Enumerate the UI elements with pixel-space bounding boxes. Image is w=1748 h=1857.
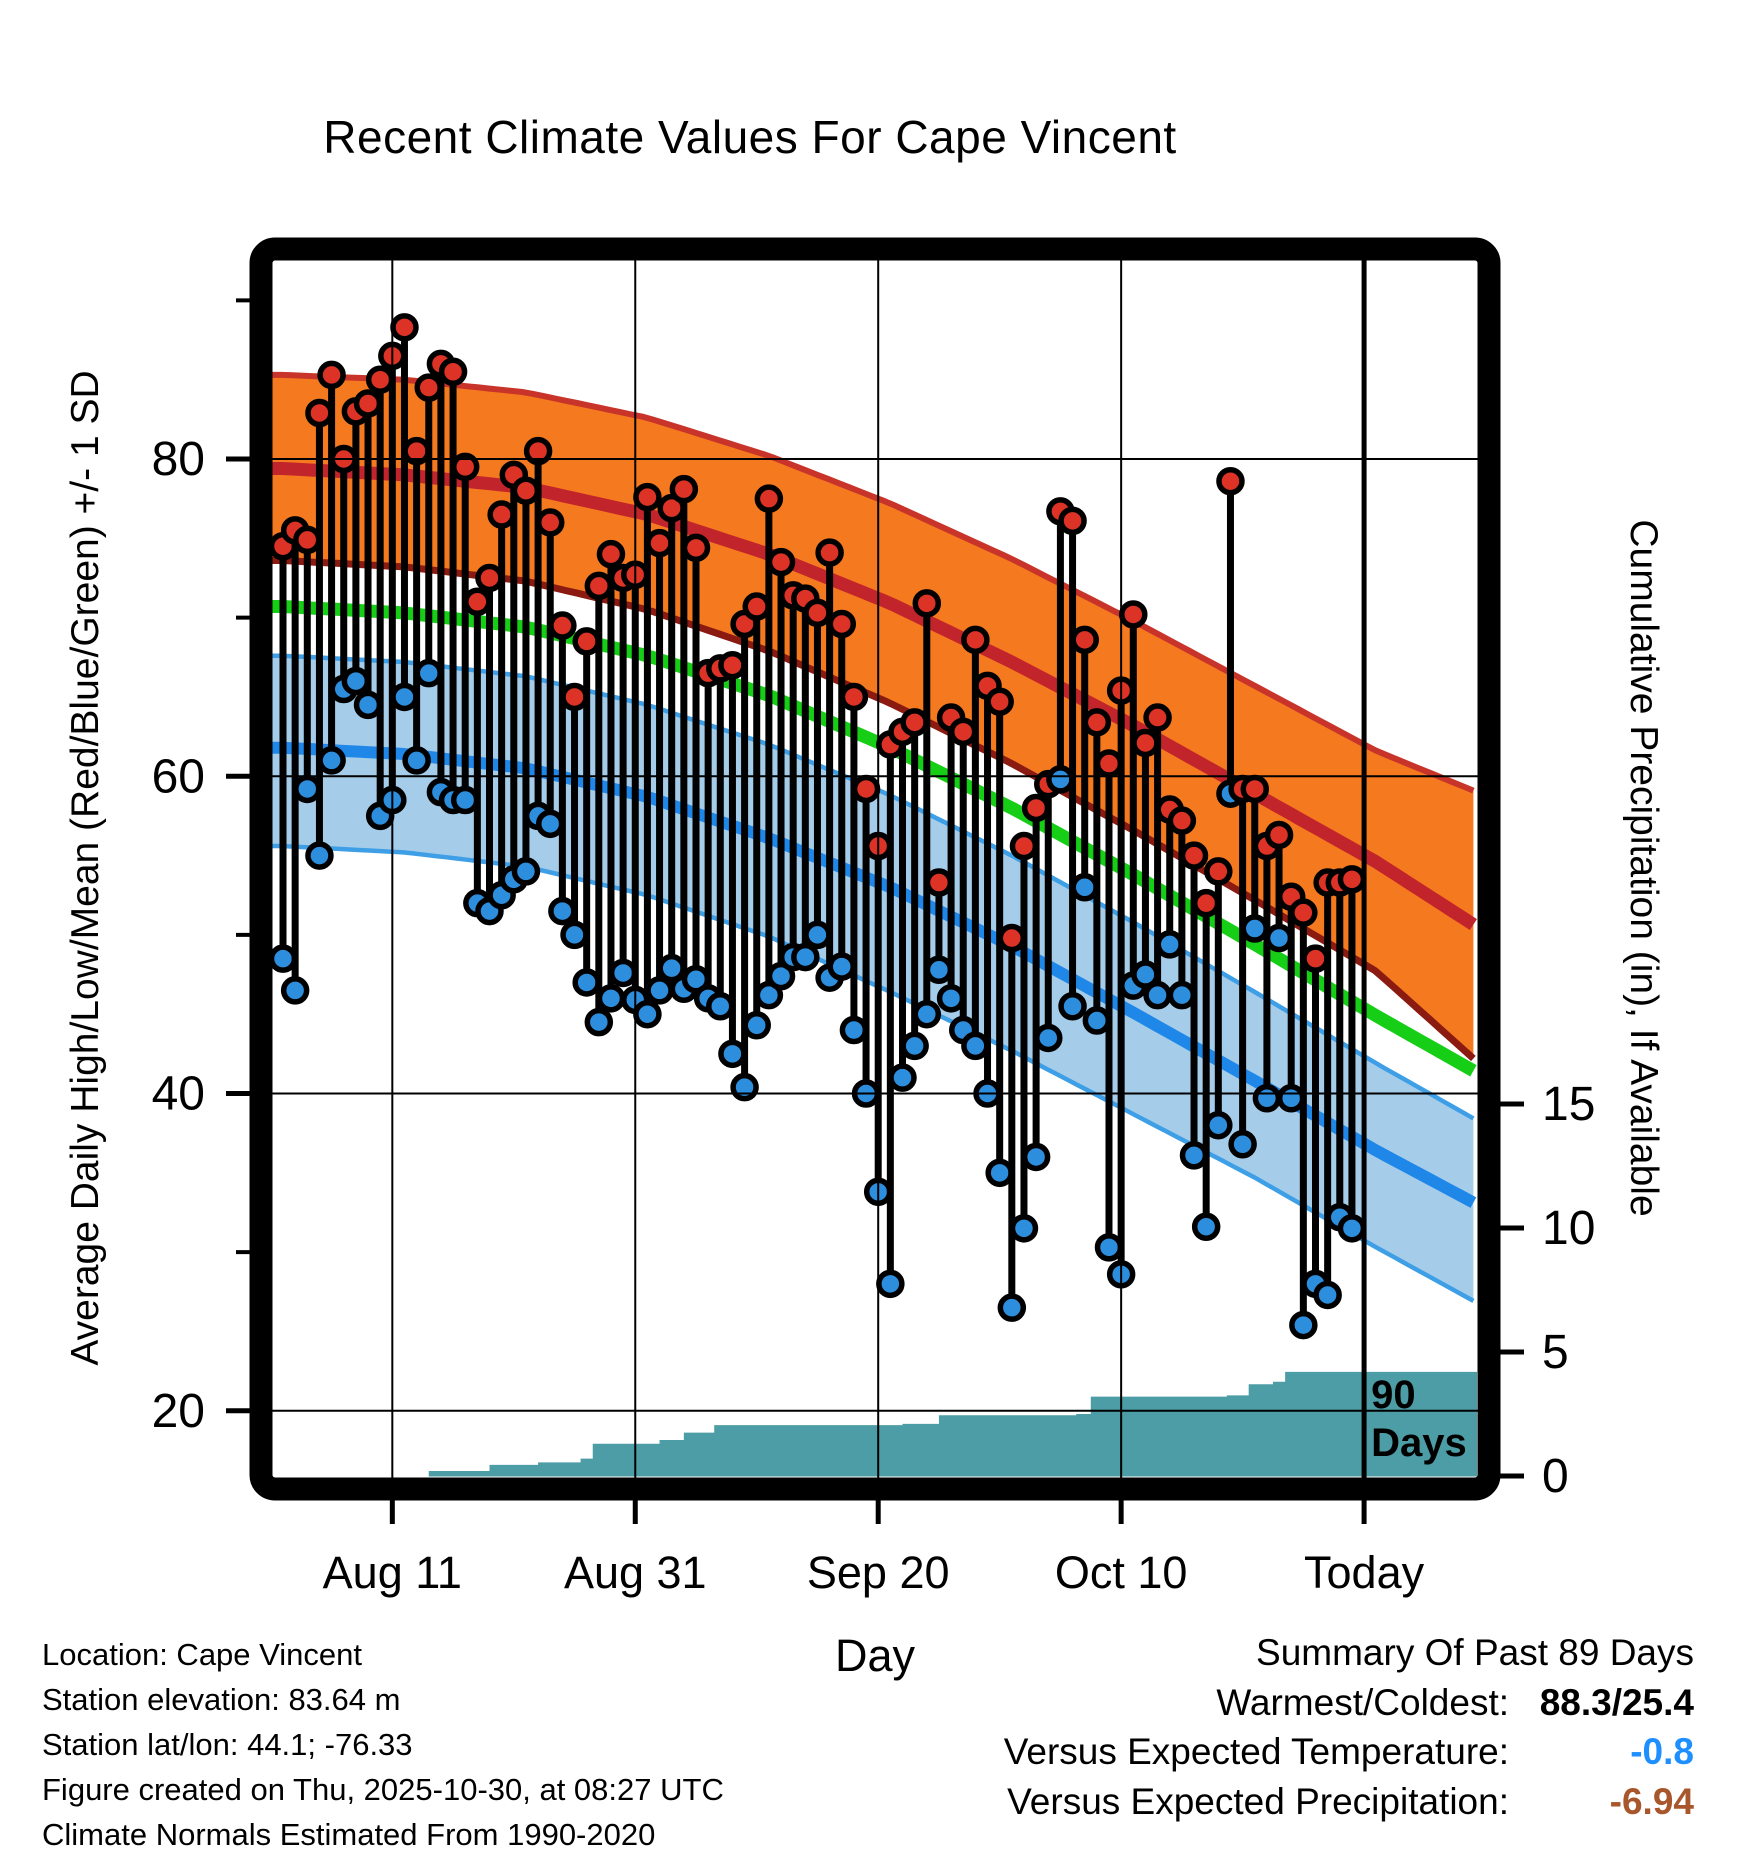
date-tick-label: Sep 20: [806, 1547, 950, 1598]
date-tick-label: Aug 11: [322, 1547, 462, 1598]
date-tick-label: Today: [1304, 1547, 1425, 1598]
daily-low-dot: [1012, 1217, 1035, 1240]
daily-high-dot: [1170, 809, 1193, 832]
daily-high-dot: [1097, 752, 1120, 775]
daily-low-dot: [794, 946, 817, 969]
plot-area: [271, 316, 1477, 1477]
daily-high-dot: [587, 574, 610, 597]
daily-high-dot: [369, 368, 392, 391]
right-tick-label: 15: [1542, 1078, 1596, 1131]
summary-label: Versus Expected Temperature:: [1003, 1731, 1509, 1772]
daily-low-dot: [612, 961, 635, 984]
daily-low-dot: [879, 1272, 902, 1295]
daily-low-dot: [587, 1011, 610, 1034]
daily-low-dot: [1146, 984, 1169, 1007]
daily-high-dot: [308, 401, 331, 424]
daily-high-dot: [903, 711, 926, 734]
left-tick-label: 40: [151, 1067, 205, 1121]
summary-heading: Summary Of Past 89 Days: [1256, 1632, 1694, 1673]
daily-high-dot: [636, 486, 659, 509]
daily-high-dot: [599, 543, 622, 566]
daily-low-dot: [636, 1003, 659, 1026]
daily-high-dot: [757, 487, 780, 510]
summary-row-vs-precipitation: [934, 1777, 1694, 1827]
daily-low-dot: [915, 1003, 938, 1026]
daily-low-dot: [1280, 1087, 1303, 1110]
daily-high-dot: [964, 628, 987, 651]
daily-high-dot: [1243, 777, 1266, 800]
daily-low-dot: [308, 844, 331, 867]
daily-high-dot: [320, 363, 343, 386]
daily-low-dot: [1085, 1009, 1108, 1032]
daily-low-dot: [988, 1161, 1011, 1184]
daily-low-dot: [1158, 933, 1181, 956]
daily-low-dot: [891, 1066, 914, 1089]
daily-high-dot: [952, 720, 975, 743]
daily-low-dot: [1243, 917, 1266, 940]
daily-high-dot: [417, 376, 440, 399]
daily-high-dot: [745, 595, 768, 618]
daily-low-dot: [1207, 1114, 1230, 1137]
daily-low-dot: [357, 693, 380, 716]
daily-low-dot: [1170, 984, 1193, 1007]
daily-high-dot: [1134, 731, 1157, 754]
right-axis-label: Cumulative Precipitation (in), If Available: [1622, 519, 1665, 1217]
daily-high-dot: [563, 685, 586, 708]
daily-low-dot: [1316, 1283, 1339, 1306]
daily-low-dot: [563, 923, 586, 946]
daily-high-dot: [770, 551, 793, 574]
daily-low-dot: [344, 670, 367, 693]
daily-low-dot: [903, 1034, 926, 1057]
daily-low-dot: [1255, 1087, 1278, 1110]
daily-low-dot: [405, 749, 428, 772]
daily-low-dot: [1037, 1026, 1060, 1049]
daily-low-dot: [648, 979, 671, 1002]
daily-high-dot: [296, 528, 319, 551]
left-tick-label: 80: [151, 433, 205, 486]
daily-low-dot: [514, 860, 537, 883]
station-location: Location: Cape Vincent: [42, 1637, 362, 1672]
daily-low-dot: [1268, 927, 1291, 950]
daily-low-dot: [417, 662, 440, 685]
figure-created: Figure created on Thu, 2025-10-30, at 08:27 UTC: [42, 1772, 724, 1807]
daily-high-dot: [1195, 892, 1218, 915]
daily-high-dot: [1183, 844, 1206, 867]
daily-high-dot: [357, 392, 380, 415]
right-tick-label: 0: [1542, 1450, 1569, 1503]
date-tick-label: Aug 31: [563, 1547, 707, 1598]
daily-high-dot: [1061, 509, 1084, 532]
daily-high-dot: [1025, 796, 1048, 819]
daily-high-dot: [1073, 628, 1096, 651]
daily-high-dot: [915, 592, 938, 615]
daily-low-dot: [296, 777, 319, 800]
daily-low-dot: [733, 1076, 756, 1099]
daily-low-dot: [1049, 768, 1072, 791]
daily-low-dot: [927, 958, 950, 981]
daily-high-dot: [1304, 947, 1327, 970]
daily-high-dot: [1012, 835, 1035, 858]
x-axis-label: Day: [834, 1630, 916, 1681]
daily-high-dot: [539, 511, 562, 534]
left-tick-label: 60: [151, 750, 205, 804]
summary-row-warmest-coldest: [934, 1678, 1694, 1728]
daily-high-dot: [830, 612, 853, 635]
daily-high-dot: [514, 479, 537, 502]
daily-low-dot: [1061, 995, 1084, 1018]
daily-high-dot: [1085, 711, 1108, 734]
climate-normals-note: Climate Normals Estimated From 1990-2020: [42, 1817, 656, 1852]
daily-low-dot: [1025, 1145, 1048, 1168]
left-tick-label: 20: [151, 1384, 205, 1438]
daily-low-dot: [1097, 1236, 1120, 1259]
daily-high-dot: [393, 316, 416, 339]
daily-high-dot: [721, 654, 744, 677]
daily-low-dot: [272, 947, 295, 970]
left-axis-label: Average Daily High/Low/Mean (Red/Blue/Green) +/- 1 SD: [64, 370, 107, 1366]
daily-low-dot: [393, 685, 416, 708]
daily-high-dot: [1000, 927, 1023, 950]
daily-low-dot: [1195, 1215, 1218, 1238]
daily-high-dot: [1122, 603, 1145, 626]
daily-high-dot: [806, 601, 829, 624]
daily-low-dot: [1073, 876, 1096, 899]
summary-label: Versus Expected Precipitation:: [1007, 1780, 1509, 1822]
daily-low-dot: [830, 955, 853, 978]
date-tick-label: Oct 10: [1054, 1547, 1188, 1598]
summary-row-vs-temperature: [934, 1727, 1694, 1777]
daily-low-dot: [454, 789, 477, 812]
daily-high-dot: [1268, 823, 1291, 846]
daily-high-dot: [1219, 470, 1242, 493]
daily-high-dot: [1146, 706, 1169, 729]
summary-block: [934, 1628, 1694, 1826]
daily-high-dot: [442, 360, 465, 383]
daily-low-dot: [806, 923, 829, 946]
daily-low-dot: [284, 979, 307, 1002]
daily-low-dot: [745, 1014, 768, 1037]
daily-low-dot: [575, 971, 598, 994]
daily-low-dot: [320, 749, 343, 772]
daily-high-dot: [1292, 901, 1315, 924]
daily-high-dot: [478, 566, 501, 589]
daily-high-dot: [1340, 868, 1363, 891]
daily-high-dot: [1207, 860, 1230, 883]
daily-high-dot: [490, 503, 513, 526]
daily-low-dot: [1000, 1296, 1023, 1319]
daily-high-dot: [672, 478, 695, 501]
daily-high-dot: [842, 685, 865, 708]
summary-value-vs-precipitation: -6.94: [1609, 1780, 1694, 1822]
daily-low-dot: [964, 1034, 987, 1057]
daily-low-dot: [1231, 1133, 1254, 1156]
station-elevation: Station elevation: 83.64 m: [42, 1682, 401, 1717]
daily-high-dot: [855, 777, 878, 800]
right-tick-label: 10: [1542, 1202, 1596, 1255]
summary-label: Warmest/Coldest:: [1216, 1681, 1509, 1723]
right-tick-label: 5: [1542, 1326, 1569, 1379]
daily-low-dot: [1340, 1217, 1363, 1240]
summary-value-warmest-coldest: 88.3/25.4: [1539, 1681, 1694, 1723]
daily-high-dot: [927, 871, 950, 894]
daily-low-dot: [709, 995, 732, 1018]
daily-high-dot: [648, 532, 671, 555]
daily-low-dot: [539, 812, 562, 835]
summary-value-vs-temperature: -0.8: [1630, 1731, 1694, 1772]
daily-high-dot: [684, 536, 707, 559]
daily-low-dot: [940, 987, 963, 1010]
daily-low-dot: [842, 1019, 865, 1042]
daily-high-dot: [575, 630, 598, 653]
station-latlon: Station lat/lon: 44.1; -76.33: [42, 1727, 413, 1762]
daily-low-dot: [599, 987, 622, 1010]
daily-low-dot: [721, 1042, 744, 1065]
station-info: [42, 1632, 724, 1857]
daily-high-dot: [466, 590, 489, 613]
daily-low-dot: [1292, 1314, 1315, 1337]
ninety-days-label: Days: [1371, 1421, 1467, 1465]
daily-low-dot: [1183, 1144, 1206, 1167]
ninety-days-label: 90: [1371, 1373, 1416, 1417]
precip-area: [429, 1372, 1477, 1477]
daily-high-dot: [818, 541, 841, 564]
daily-low-dot: [551, 900, 574, 923]
daily-high-dot: [988, 690, 1011, 713]
daily-high-dot: [551, 614, 574, 637]
page-title: Recent Climate Values For Cape Vincent: [323, 111, 1177, 163]
